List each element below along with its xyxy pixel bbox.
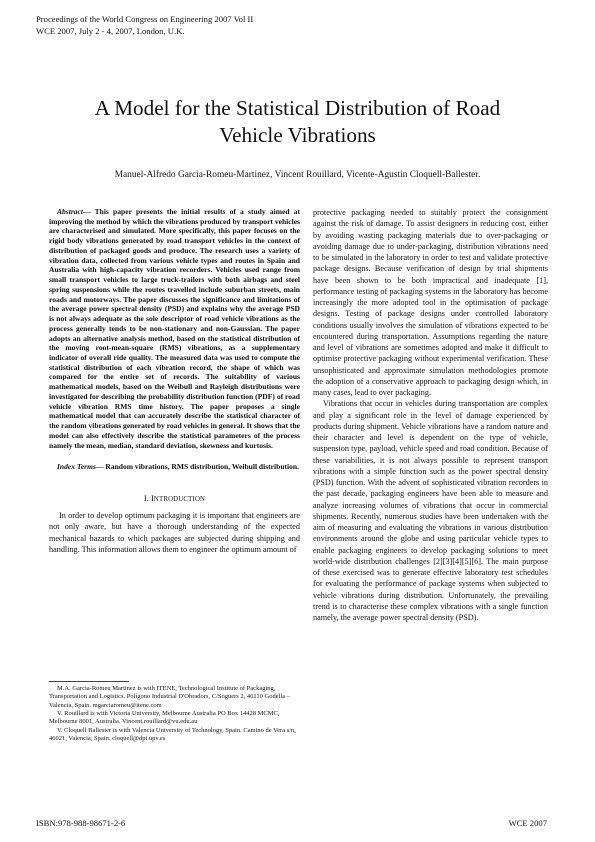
paper-title <box>40 95 555 149</box>
title-line-2: Vehicle Vibrations <box>219 123 376 147</box>
section-number: I. <box>143 493 149 504</box>
footer-isbn: ISBN:978-988-98671-2-6 <box>36 818 126 828</box>
right-column <box>313 207 548 623</box>
intro-paragraph: In order to develop optimum packaging it is important that engineers are not only aware, but have a thorough understanding of the expected mechanical hazards to which packages are subjected during shipping and handling. This information allows them to engineer the optimum amount of <box>49 511 300 554</box>
left-column <box>49 207 300 555</box>
abstract <box>49 207 300 450</box>
author-list: Manuel-Alfredo Garcia-Romeu-Martinez, Vincent Rouillard, Vicente-Agustin Cloquell-Ballester. <box>114 170 481 180</box>
index-terms-label: Index Terms <box>57 462 96 472</box>
body-paragraph: Vibrations that occur in vehicles during transportation are complex and play a significant role in the level of damage experienced by products during shipment. Vehicle vibrations have a random nature and their character and level is dependent on the type of vehicle, suspension type, payload, vehicle speed and road condition. Because of these variabilities, it is not always possible to represent transport vibrations with a simple function such as the power spectral density (PSD) function. With the advent of sophisticated vibration recorders in the past decade, packaging engineers have been able to measure and analyze increasing volumes of vibrations that occur in commercial shipments. Recently, numerous studies have been undertaken with the aim of measuring and evaluating the vibrations in various distribution environments around the globe and using particular vehicle types to enable packaging engineers to develop packaging solutions to meet world-wide distribution challenges [2][3][4][5][6]. The main purpose of these exercised was to generate effective laboratory test schedules for evaluating the performance of package systems when subjected to vehicle vibrations during distribution. Unfortunately, the prevailing trend is to characterise these complex vibrations with a single function namely, the average power spectral density (PSD). <box>313 399 548 622</box>
footnotes <box>49 681 300 743</box>
index-terms-text: — Random vibrations, RMS distribution, Weibull distribution. <box>95 462 299 472</box>
header-proceedings: Proceedings of the World Congress on Engineering 2007 Vol II <box>36 14 254 24</box>
title-line-1: A Model for the Statistical Distribution of Road <box>94 96 501 120</box>
body-paragraph: protective packaging needed to suitably protect the consignment against the risk of damage. To assist designers in reducing cost, either by avoiding wasting packaging materials due to over-packaging or avoiding damage due to under-packaging, distribution vibrations need to be simulated in the laboratory in order to test and validate protective package designs. Because verification of design by trial shipments have been shown to be both impractical and inadequate [1], performance testing of packaging systems in the laboratory has become increasingly the more adopted tool in the optimisation of package designs. Testing of package designs under controlled laboratory conditions usually involves the simulation of vibrations expected to be encountered during transportation. Assumptions regarding the nature and level of vibrations are sometimes adopted and make it difficult to optimise protective packaging without experimental verification. These unsophisticated and approximate simulation methodologies promote the adoption of a conservative approach to packaging design which, in many cases, lead to over packaging. <box>313 208 548 397</box>
index-terms <box>49 462 300 472</box>
footnote-author-3: V. Cloquell Ballester is with Valencia University of Technology, Spain. Camino de Vera s/n, 46021, Valencia, Spain. cloquell@dpi.upv.es <box>49 726 296 743</box>
footnote-author-1: M.A. Garcia-Romeu Martinez is with ITENE, Technological Institute of Packaging, Transportation and Logistics. Polígono Industrial D'Obradors, C/Soguers 2, 46110 Godella – Valencia, Spain. mgarciaromeu@itene.com <box>49 685 290 709</box>
footnote-author-2: V. Rouillard is with Victoria University, Melbourne Australia PO Box 14428 MCMC, Melbourne 8001, Australia. Vincent.rouillard@vu.edu.au <box>49 710 280 726</box>
running-header <box>36 14 253 37</box>
section-title-initial: I <box>151 493 154 504</box>
abstract-text: — This paper presents the initial results of a study aimed at improving the method by which the vibrations produced by transport vehicles are characterised and simulated. More specifically, this paper focuses on the rigid body vibrations generated by road transport vehicles in the context of distribution of packaged goods and produce. The research uses a variety of vibration data, collected from various vehicle types and routes in Spain and Australia with high-capacity vibration recorders. Vehicles used range from small transport vehicles to large truck-trailers with both airbags and steel spring suspensions while the routes travelled include suburban streets, main roads and motorways. The paper discusses the significance and limitations of the average power spectral density (PSD) and explains why the average PSD is not always adequate as the sole descriptor of road vehicle vibrations as the process generally tends to be non-stationary and non-Gaussian. The paper adopts an alternative analysis method, based on the statistical distribution of the moving root-mean-square (RMS) vibrations, as a supplementary indicator of overall ride quality. The measured data was used to compute the statistical distribution of each vibration record, the shape of which was compared for the entire set of records. The suitability of various mathematical models, based on the Weibull and Rayleigh distributions were investigated for describing the probability distribution function (PDF) of road vehicle vibration RMS time history. The paper proposes a single mathematical model that can accurately describe the statistical character of the random vibrations generated by road vehicles in general. It shows that the model can also effectively describe the statistical parameters of the process namely the mean, median, standard deviation, skewness and kurtosis. <box>49 207 300 450</box>
header-dates: WCE 2007, July 2 - 4, 2007, London, U.K. <box>36 25 185 36</box>
footnote-rule <box>49 681 129 682</box>
section-title-rest: NTRODUCTION <box>153 496 206 504</box>
abstract-label: Abstract <box>57 207 83 216</box>
section-heading-introduction <box>49 493 300 505</box>
footer-conference: WCE 2007 <box>508 818 547 828</box>
